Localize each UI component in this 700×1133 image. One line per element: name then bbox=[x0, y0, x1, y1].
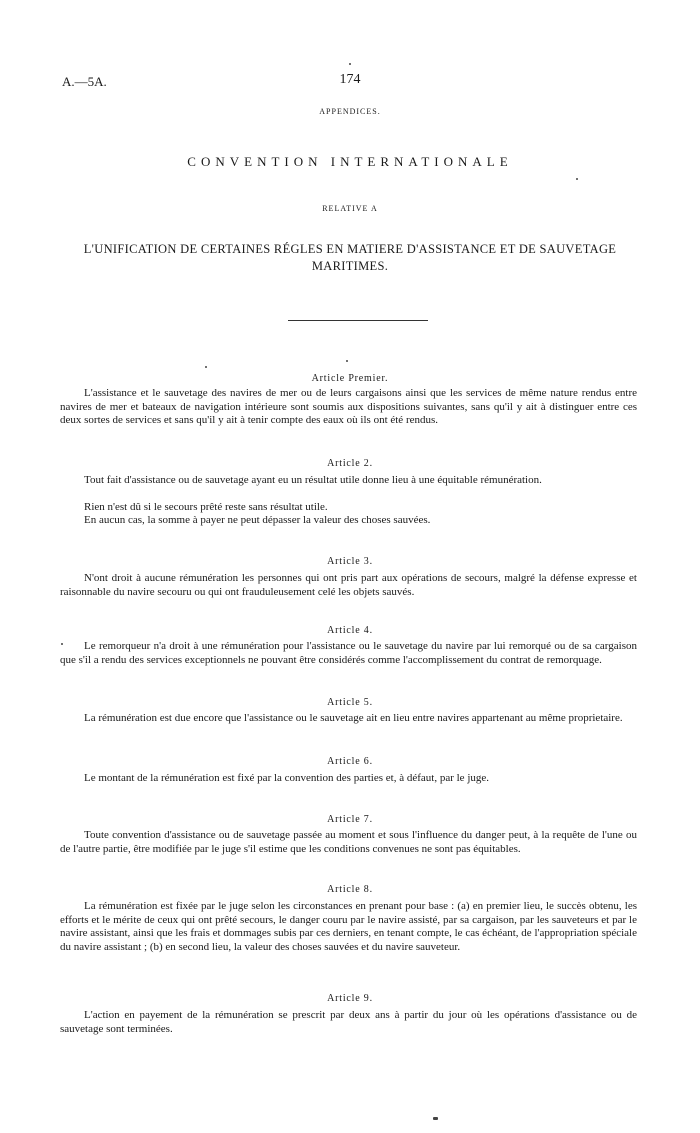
article-paragraph: En aucun cas, la somme à payer ne peut dépasser la valeur des choses sauvées. bbox=[84, 514, 431, 526]
article-heading: Article 8. bbox=[327, 884, 373, 895]
article-paragraph: Le remorqueur n'a droit à une rémunération pour l'assistance ou le sauvetage du navire par lui remorqué ou de sa cargaison que s'il a rendu des services exceptionnels ne pouvant être considérés comme l'accomplissement du contrat de remorquage. bbox=[60, 640, 637, 666]
article-heading: Article 2. bbox=[327, 458, 373, 469]
scan-speck bbox=[349, 63, 351, 65]
article-heading: Article 6. bbox=[327, 756, 373, 767]
convention-subject: L'UNIFICATION DE CERTAINES RÉGLES EN MATIERE D'ASSISTANCE ET DE SAUVETAGE MARITIMES. bbox=[83, 242, 617, 273]
scan-speck bbox=[433, 1117, 438, 1120]
scan-speck bbox=[205, 366, 207, 368]
article-paragraph: Tout fait d'assistance ou de sauvetage ayant eu un résultat utile donne lieu à une équitable rémunération. bbox=[84, 474, 542, 486]
article-paragraph: Rien n'est dû si le secours prêté reste sans résultat utile. bbox=[84, 501, 328, 513]
scan-speck bbox=[346, 360, 348, 362]
section-heading: APPENDICES. bbox=[319, 107, 381, 116]
article-heading: Article 3. bbox=[327, 556, 373, 567]
article-paragraph: N'ont droit à aucune rémunération les personnes qui ont pris part aux opérations de secours, malgré la défense expresse et raisonnable du navire secouru ou qui ont frauduleusement celé les objets sauvés. bbox=[60, 572, 637, 598]
page-number: 174 bbox=[339, 72, 361, 87]
article-paragraph: L'action en payement de la rémunération se prescrit par deux ans à partir du jour où les opérations d'assistance ou de sauvetage sont terminées. bbox=[60, 1009, 637, 1035]
article-heading: Article 9. bbox=[327, 993, 373, 1004]
article-paragraph: L'assistance et le sauvetage des navires de mer ou de leurs cargaisons ainsi que les services de même nature rendus entre navires de mer et bateaux de navigation intérieure sont soumis aux dispositions suivantes, sans qu'il y ait à distinguer entre ces deux sortes de services et sans qu'il y ait à tenir compte des eaux où ils ont été rendus. bbox=[60, 387, 637, 426]
article-heading: Article 5. bbox=[327, 697, 373, 708]
article-heading: Article 4. bbox=[327, 625, 373, 636]
article-paragraph: La rémunération est due encore que l'assistance ou le sauvetage ait en lieu entre navires appartenant au même proprietaire. bbox=[84, 712, 623, 724]
scan-speck bbox=[61, 643, 63, 645]
article-heading: Article Premier. bbox=[311, 373, 389, 384]
article-paragraph: Le montant de la rémunération est fixé par la convention des parties et, à défaut, par le juge. bbox=[84, 772, 490, 784]
article-paragraph: La rémunération est fixée par le juge selon les circonstances en prenant pour base : (a) en premier lieu, le succès obtenu, les efforts et le mérite de ceux qui ont prêté secours, le danger couru par le navire assisté, par sa cargaison, par les sauveteurs et par le navire assistant, ainsi que les frais et dommages subis par ces derniers, en tenant compte, le cas échéant, de l'appropriation spéciale du navire assistant ; (b) en second lieu, la valeur des choses sauvées et du navire sauveteur. bbox=[60, 900, 637, 953]
article-paragraph: Toute convention d'assistance ou de sauvetage passée au moment et sous l'influence du danger peut, à la requête de l'une ou de l'autre partie, être modifiée par le juge s'il estime que les conditions convenues ne sont pas équitables. bbox=[60, 829, 637, 855]
article-heading: Article 7. bbox=[327, 814, 373, 825]
document-reference: A.—5A. bbox=[62, 74, 107, 89]
title-divider bbox=[288, 320, 428, 321]
relative-to-line: RELATIVE A bbox=[322, 204, 378, 213]
convention-title: CONVENTION INTERNATIONALE bbox=[187, 154, 513, 169]
scan-speck bbox=[576, 178, 578, 180]
